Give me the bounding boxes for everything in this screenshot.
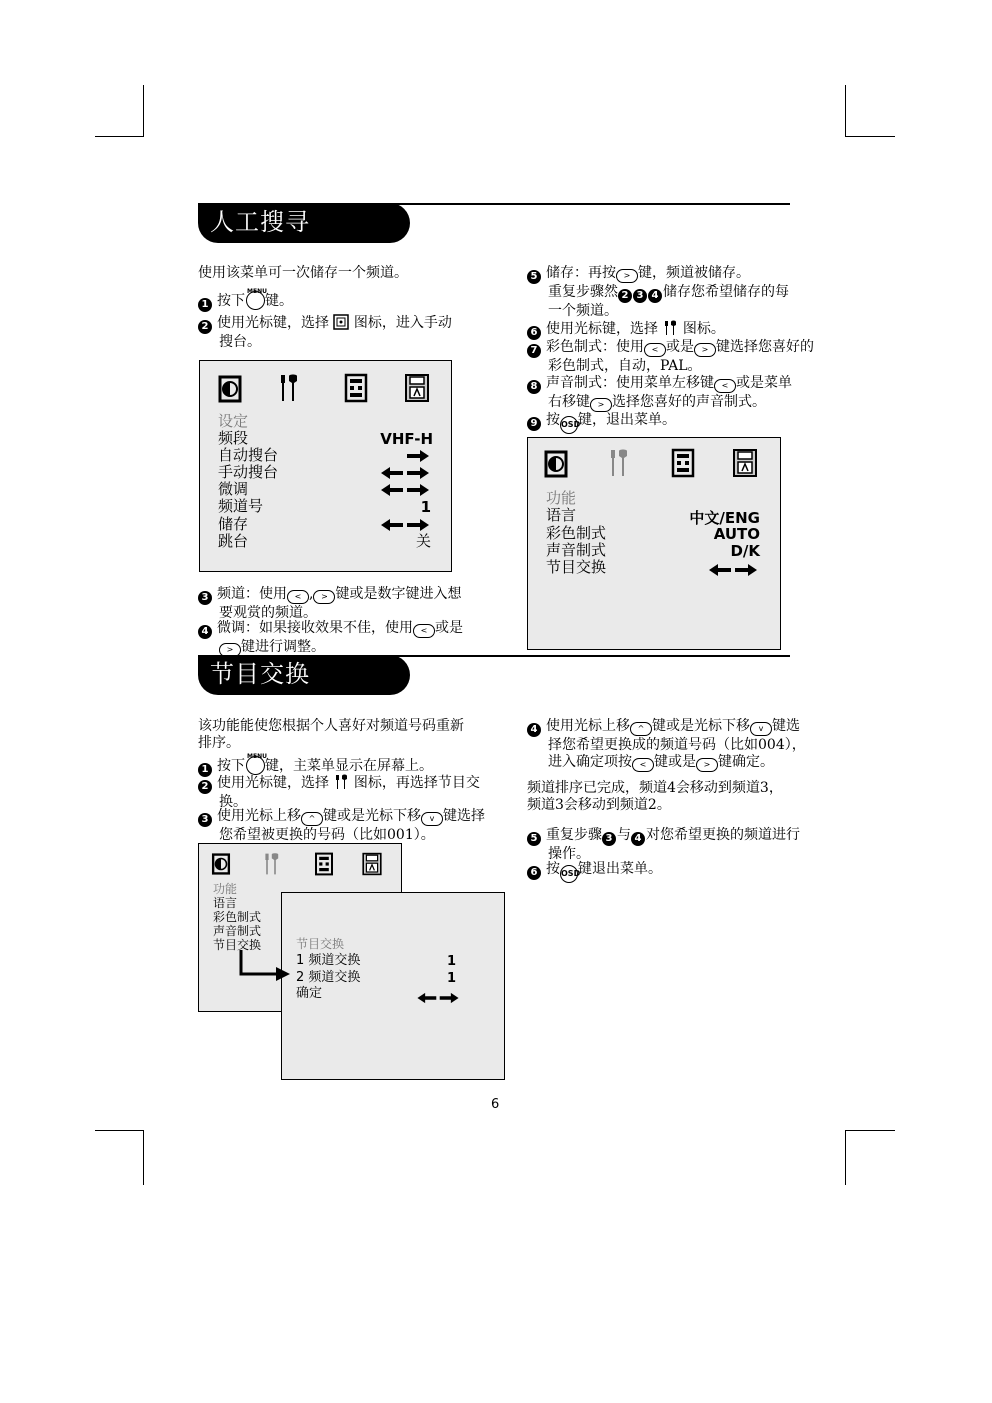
program-swap-menu-screen: [281, 892, 505, 1080]
menu-key-icon: MENU: [245, 756, 265, 774]
save-icon: [404, 373, 430, 403]
install-icon: [671, 448, 695, 478]
step-5: 5 重复步骤 3 与 4 对您希望更换的频道进行 操作。: [527, 827, 800, 863]
menu-item-language[interactable]: 语言: [213, 896, 238, 910]
menu-header: 设定: [218, 412, 249, 430]
sound-system-value: D/K: [730, 542, 760, 560]
done-note: 频道排序已完成，频道4会移动到频道3， 频道3会移动到频道2。: [527, 780, 783, 813]
crop-mark: [95, 136, 144, 137]
osd-key-icon: OSD: [560, 865, 578, 883]
install-icon: [344, 373, 368, 403]
right-key-icon: >: [696, 758, 718, 772]
section-title: 人工搜寻: [210, 208, 310, 236]
menu-item-color-system[interactable]: 彩色制式: [546, 524, 607, 542]
crop-mark: [95, 1130, 144, 1131]
crop-mark: [845, 136, 895, 137]
crop-mark: [845, 1130, 895, 1131]
menu-item-program-swap[interactable]: 节目交换: [213, 938, 262, 952]
right-key-icon: >: [590, 398, 612, 412]
right-key-icon: >: [694, 343, 716, 357]
tools-icon: [662, 320, 678, 336]
menu-header: 功能: [546, 489, 577, 507]
step-3: 3 使用光标上移 ^ 键或是光标下移 v 键选择 您希望被更换的号码（比如001）。: [198, 808, 485, 844]
menu-item-fine-tune[interactable]: 微调: [218, 480, 249, 498]
left-right-arrows-icon: [380, 483, 430, 497]
step-1: 1 按下 MENU 键，主菜单显示在屏幕上。: [198, 756, 433, 777]
menu-item-confirm[interactable]: 确定: [296, 986, 323, 1001]
left-key-icon: <: [714, 379, 736, 393]
menu-item-manual-search[interactable]: 手动搜台: [218, 463, 279, 481]
left-key-icon: <: [413, 624, 435, 638]
section-title: 节目交换: [210, 660, 310, 688]
menu-item-program-swap[interactable]: 节目交换: [546, 558, 607, 576]
step-2: 2 使用光标键，选择 图标，再选择节目交 换。: [198, 774, 480, 811]
step-7: 7 彩色制式：使用 < 或是 > 键选择您喜好的 彩色制式，自动，PAL。: [527, 339, 814, 375]
function-menu-screen: [527, 437, 781, 650]
right-key-icon: >: [616, 269, 638, 283]
menu-item-sound-system[interactable]: 声音制式: [546, 541, 607, 559]
left-right-arrows-icon: [380, 466, 430, 480]
crop-mark: [143, 85, 144, 137]
left-right-arrows-icon: [416, 992, 460, 1004]
menu-item-language[interactable]: 语言: [546, 506, 577, 524]
language-value: 中文/ENG: [689, 509, 760, 527]
tools-icon: [261, 852, 281, 876]
step-3: 3 频道：使用 < , > 键或是数字键进入想 要观赏的频道。: [198, 586, 461, 622]
save-icon: [361, 852, 383, 876]
left-key-icon: <: [632, 758, 654, 772]
band-value: VHF-H: [380, 430, 433, 448]
step-5: 5 储存：再按 > 键，频道被储存。 重复步骤然 2 3 4 储存您希望储存的每 一个频道。: [527, 265, 789, 320]
crop-mark: [143, 1130, 144, 1185]
save-icon: [732, 448, 758, 478]
intro-text: 使用该菜单可一次储存一个频道。: [198, 265, 408, 281]
step-4: 4 微调：如果接收效果不佳，使用 < 或是 > 键进行调整。: [198, 620, 463, 657]
page-number: 6: [491, 1097, 500, 1112]
menu-header: 功能: [213, 882, 238, 896]
down-key-icon: v: [750, 722, 772, 736]
step-6: 6 按OSD键退出菜单。: [527, 861, 662, 883]
tools-icon: [276, 373, 300, 403]
step-6: 6 使用光标键，选择 图标。: [527, 320, 725, 340]
step-9: 9 按OSD键，退出菜单。: [527, 412, 676, 434]
menu-item-swap-channel-2[interactable]: 2 频道交换: [296, 970, 361, 985]
menu-item-band[interactable]: 频段: [218, 429, 249, 447]
section-header: [198, 203, 410, 243]
crop-mark: [845, 85, 846, 137]
left-right-arrows-icon: [708, 563, 758, 577]
left-key-icon: <: [287, 590, 309, 604]
picture-icon: [218, 375, 242, 403]
right-key-icon: >: [219, 643, 241, 657]
step-2: 2 使用光标键，选择 图标，进入手动 搜台。: [198, 314, 452, 351]
left-key-icon: <: [644, 343, 666, 357]
section-header: [198, 655, 410, 695]
up-key-icon: ^: [301, 812, 323, 826]
down-key-icon: v: [421, 812, 443, 826]
up-key-icon: ^: [630, 722, 652, 736]
channel-number-value: 1: [420, 498, 431, 516]
osd-key-icon: OSD: [560, 416, 578, 434]
step-8: 8 声音制式：使用菜单左移键 < 或是菜单 右移键 > 选择您喜好的声音制式。: [527, 375, 792, 412]
menu-item-channel-number[interactable]: 频道号: [218, 497, 264, 515]
connector-arrow-icon: [236, 950, 292, 984]
step-4: 4 使用光标上移 ^ 键或是光标下移 v 键选 择您希望更换成的频道号码（比如004）， 进入确定项按 < 键或是 > 键确定。: [527, 718, 806, 772]
install-icon: [314, 852, 334, 876]
skip-value: 关: [415, 532, 431, 550]
intro-text: 该功能能使您根据个人喜好对频道号码重新 排序。: [198, 718, 464, 751]
menu-item-sound-system[interactable]: 声音制式: [213, 924, 262, 938]
install-menu-screen: [199, 360, 452, 572]
left-right-arrows-icon: [380, 518, 430, 532]
swap-channel-2-value: 1: [446, 971, 456, 986]
menu-header: 节目交换: [296, 937, 345, 951]
menu-item-color-system[interactable]: 彩色制式: [213, 910, 262, 924]
menu-item-auto-search[interactable]: 自动搜台: [218, 446, 279, 464]
tools-icon: [333, 774, 349, 790]
menu-key-icon: MENU: [245, 291, 265, 309]
menu-item-skip[interactable]: 跳台: [218, 532, 249, 550]
menu-item-store[interactable]: 储存: [218, 515, 249, 533]
swap-channel-1-value: 1: [446, 954, 456, 969]
menu-item-swap-channel-1[interactable]: 1 频道交换: [296, 953, 361, 968]
arrow-right-icon: [406, 449, 430, 463]
step-1: 1 按下 MENU 键。: [198, 291, 293, 312]
crop-mark: [845, 1130, 846, 1185]
tools-icon: [606, 448, 630, 478]
install-icon: [333, 314, 349, 330]
picture-icon: [544, 450, 568, 478]
color-system-value: AUTO: [713, 525, 760, 543]
right-key-icon: >: [313, 590, 335, 604]
picture-icon: [211, 853, 231, 875]
